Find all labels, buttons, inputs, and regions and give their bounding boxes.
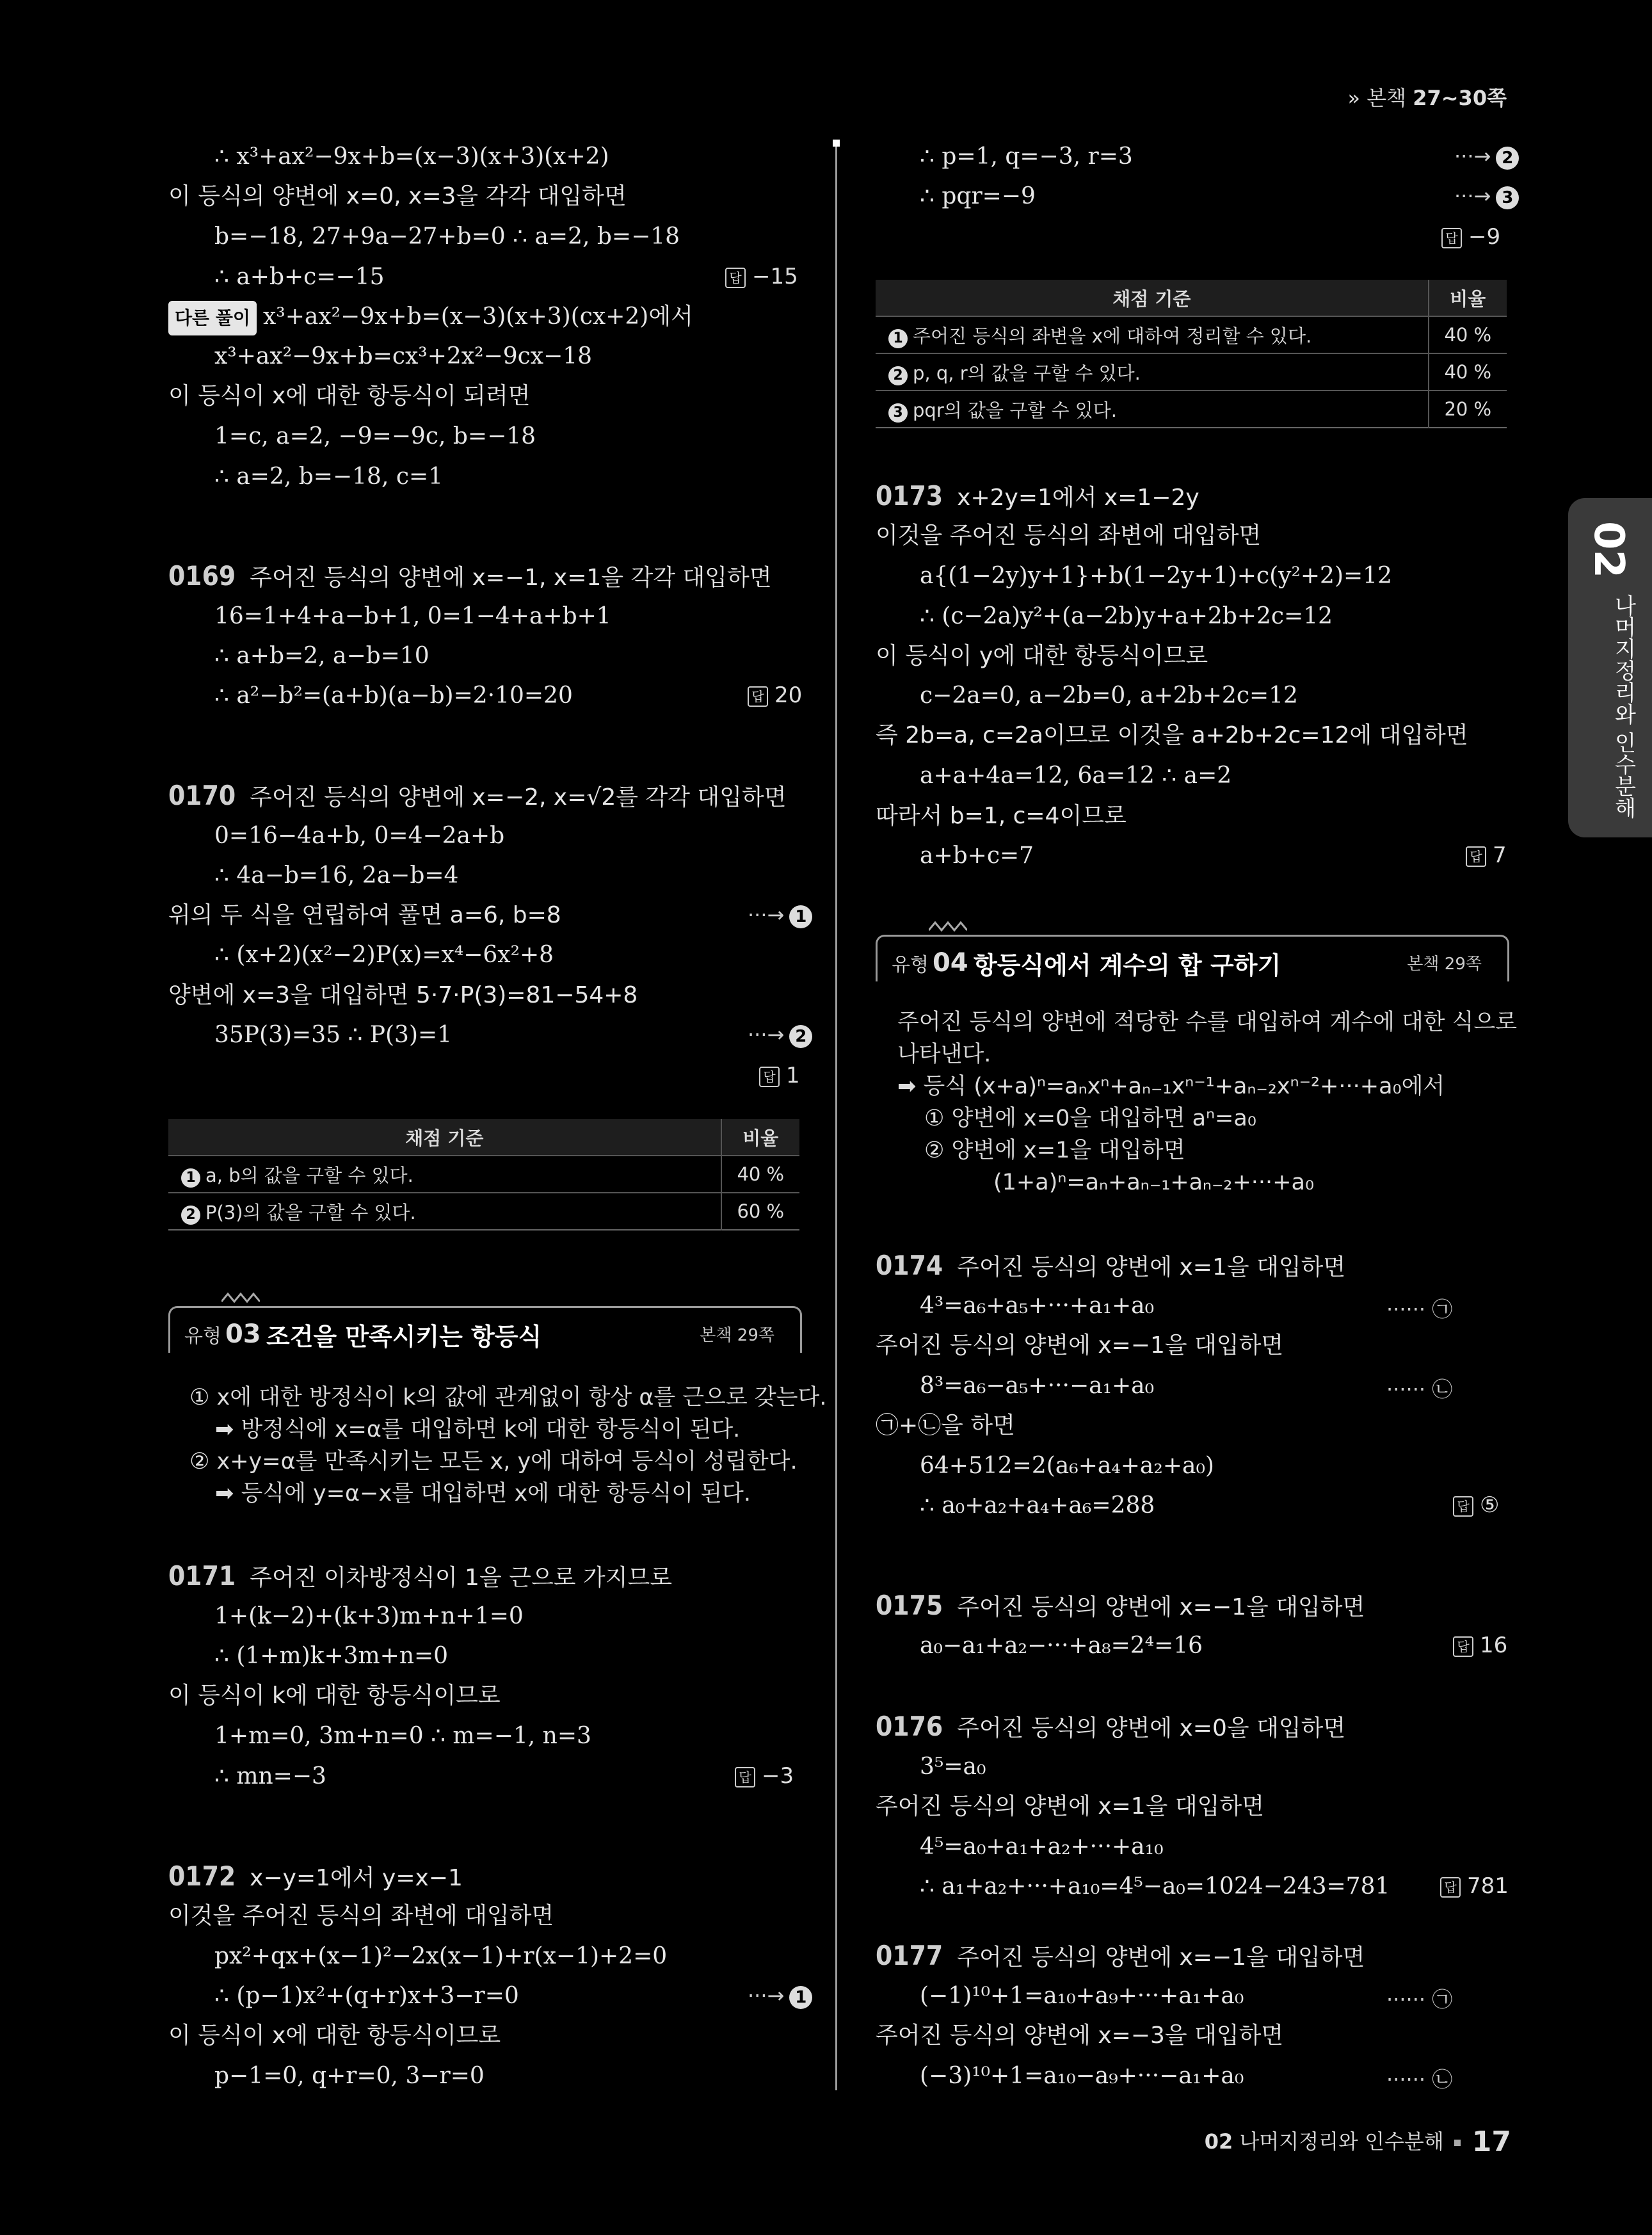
table-row — [168, 1156, 799, 1193]
equation-line: 8³=a₆−a₅+···−a₁+a₀ — [920, 1373, 1155, 1399]
answer-icon: 답 — [1453, 1636, 1473, 1657]
type-body-line: ➡ 방정식에 x=α를 대입하면 k에 대한 항등식이 된다. — [215, 1417, 741, 1442]
step-number: 3 — [1496, 186, 1519, 209]
zigzag-icon — [221, 1291, 260, 1304]
ratio-cell: 20 % — [1429, 391, 1507, 428]
criteria-cell — [876, 316, 1429, 353]
step-marker: ···→ 1 — [748, 1983, 812, 2009]
type-word: 유형 — [184, 1325, 221, 1348]
criteria-text: 주어진 등식의 좌변을 x에 대하여 정리할 수 있다. — [913, 325, 1312, 347]
equation-line: ∴ p=1, q=−3, r=3 — [920, 143, 1133, 170]
scoring-table — [876, 280, 1507, 428]
problem-number: 0172 — [168, 1860, 236, 1892]
page-number: 17 — [1472, 2126, 1511, 2158]
ratio-cell: 40 % — [1429, 316, 1507, 353]
step-number: 2 — [789, 1025, 812, 1048]
alt-solution-badge: 다른 풀이 — [168, 301, 257, 335]
equation-line: x³+ax²−9x+b=cx³+2x²−9cx−18 — [214, 343, 593, 369]
type-04-header — [876, 935, 1509, 981]
step-number: 2 — [888, 366, 908, 385]
chapter-title: 나머지정리와 인수분해 — [1239, 2129, 1444, 2154]
ratio-header: 비율 — [721, 1119, 799, 1156]
step-number: 1 — [181, 1168, 200, 1188]
ratio-header: 비율 — [1429, 280, 1507, 316]
separator-square — [1454, 2140, 1461, 2146]
problem-number: 0174 — [876, 1250, 943, 1281]
divider-marker — [833, 140, 840, 147]
answer-value: ⑤ — [1480, 1492, 1500, 1518]
problem-0175-heading — [876, 1590, 1365, 1624]
step-marker: ···→ 3 — [1454, 184, 1519, 209]
problem-number: 0171 — [168, 1560, 236, 1592]
text-line: 주어진 등식의 양변에 x=1을 대입하면 — [876, 1793, 1265, 1819]
equation-line: ∴ pqr=−9 — [920, 183, 1036, 209]
chapter-tab-number: 02 — [1585, 521, 1632, 579]
zigzag-icon — [929, 920, 967, 933]
equation-line: (−3)¹⁰+1=a₁₀−a₉+···−a₁+a₀ — [920, 2063, 1244, 2089]
equation-line: ∴ (p−1)x²+(q+r)x+3−r=0 — [214, 1983, 519, 2009]
type-word: 유형 — [892, 954, 929, 976]
type-body-line: ① 양변에 x=0을 대입하면 aⁿ=a₀ — [924, 1106, 1256, 1131]
table-row — [876, 353, 1507, 391]
double-chevron-icon: » — [1347, 86, 1361, 110]
text-line: 양변에 x=3을 대입하면 5·7·P(3)=81−54+8 — [168, 982, 638, 1008]
text-line: 주어진 등식의 양변에 x=−1을 대입하면 — [876, 1332, 1284, 1359]
equation-text: x³+ax²−9x+b=(x−3)(x+3)(cx+2)에서 — [262, 303, 693, 330]
problem-0174-heading — [876, 1250, 1345, 1284]
equation-line: a₀−a₁+a₂−···+a₈=2⁴=16 — [920, 1633, 1203, 1659]
text-line: 따라서 b=1, c=4이므로 — [876, 803, 1127, 829]
equation-line: 4³=a₆+a₅+···+a₁+a₀ — [920, 1293, 1155, 1319]
equation-line: ∴ a=2, b=−18, c=1 — [214, 464, 444, 490]
page-reference — [1347, 82, 1507, 111]
text: 주어진 등식의 양변에 x=1을 대입하면 — [957, 1254, 1346, 1280]
equation-line: px²+qx+(x−1)²−2x(x−1)+r(x−1)+2=0 — [214, 1943, 668, 1969]
answer-icon: 답 — [1440, 1877, 1461, 1898]
equation-line: ∴ (c−2a)y²+(a−2b)y+a+2b+2c=12 — [920, 603, 1333, 629]
criteria-header: 채점 기준 — [876, 280, 1429, 316]
problem-number: 0173 — [876, 480, 943, 512]
equation-line: c−2a=0, a−2b=0, a+2b+2c=12 — [920, 682, 1298, 709]
answer-mark — [1453, 1633, 1507, 1658]
type-body-line: ① x에 대한 방정식이 k의 값에 관계없이 항상 α를 근으로 갖는다. — [189, 1385, 827, 1410]
answer-mark — [725, 264, 798, 289]
answer-mark — [1466, 843, 1507, 868]
table-row — [876, 316, 1507, 353]
text: x+2y=1에서 x=1−2y — [957, 485, 1199, 511]
step-marker: ···→ 2 — [1454, 144, 1519, 170]
type-body-line: ➡ 등식 (x+a)ⁿ=aₙxⁿ+aₙ₋₁xⁿ⁻¹+aₙ₋₂xⁿ⁻²+···+a₀에서 — [897, 1074, 1445, 1099]
answer-value: 7 — [1493, 843, 1507, 868]
answer-mark — [1440, 1873, 1509, 1899]
answer-icon: 답 — [1441, 228, 1462, 248]
step-number: 2 — [1496, 147, 1519, 170]
problem-0169-heading — [168, 560, 772, 594]
equation-line: ∴ a₀+a₂+a₄+a₆=288 — [920, 1492, 1155, 1519]
answer-icon: 답 — [1466, 846, 1486, 867]
text: 주어진 이차방정식이 1을 근으로 가지므로 — [250, 1565, 673, 1591]
equation-line: 4⁵=a₀+a₁+a₂+···+a₁₀ — [920, 1834, 1164, 1860]
answer-value: −9 — [1468, 224, 1501, 250]
chapter-tab-title: 나머지정리와 인수분해 — [1610, 594, 1636, 819]
equation-line: 3⁵=a₀ — [920, 1754, 986, 1780]
criteria-text: p, q, r의 값을 구할 수 있다. — [913, 362, 1141, 384]
ratio-cell: 60 % — [721, 1193, 799, 1230]
criteria-text: a, b의 값을 구할 수 있다. — [205, 1164, 413, 1186]
problem-0170-heading — [168, 780, 787, 814]
text-line: 주어진 등식의 양변에 x=−3을 대입하면 — [876, 2022, 1284, 2049]
answer-value: 16 — [1480, 1633, 1508, 1658]
type-03-header — [168, 1306, 802, 1353]
answer-value: 20 — [774, 682, 803, 708]
type-number: 04 — [932, 948, 968, 978]
step-number: 2 — [181, 1206, 200, 1225]
problem-0172-heading — [168, 1860, 463, 1894]
equation-marker: ······ ㉠ — [1386, 1987, 1453, 2012]
equation-line: b=−18, 27+9a−27+b=0 ∴ a=2, b=−18 — [214, 223, 680, 250]
step-number: 1 — [888, 329, 908, 348]
answer-icon: 답 — [759, 1067, 780, 1087]
text: 주어진 등식의 양변에 x=−1, x=1을 각각 대입하면 — [250, 565, 772, 591]
equation-line: a+a+4a=12, 6a=12 ∴ a=2 — [920, 762, 1232, 789]
equation-line: ∴ 4a−b=16, 2a−b=4 — [214, 862, 459, 889]
text: x−y=1에서 y=x−1 — [250, 1865, 463, 1891]
text-line: 즉 2b=a, c=2a이므로 이것을 a+2b+2c=12에 대입하면 — [876, 722, 1468, 748]
step-marker: ···→ 2 — [748, 1022, 812, 1048]
criteria-header: 채점 기준 — [168, 1119, 721, 1156]
answer-mark — [759, 1063, 800, 1088]
problem-0171-heading — [168, 1560, 672, 1594]
page-footer — [1205, 2126, 1511, 2158]
answer-icon: 답 — [748, 686, 768, 707]
type-title: 항등식에서 계수의 합 구하기 — [974, 951, 1281, 980]
chapter-side-tab — [1568, 498, 1652, 837]
table-row — [876, 391, 1507, 428]
text-line: 이 등식이 k에 대한 항등식이므로 — [168, 1682, 501, 1709]
problem-number: 0176 — [876, 1711, 943, 1742]
answer-mark — [1441, 224, 1500, 250]
equation-line: ∴ (x+2)(x²−2)P(x)=x⁴−6x²+8 — [214, 942, 554, 968]
text-line: 위의 두 식을 연립하여 풀면 a=6, b=8 — [168, 902, 561, 928]
answer-value: 781 — [1467, 1873, 1509, 1899]
text-line: 이 등식이 x에 대한 항등식이 되려면 — [168, 383, 531, 409]
problem-0173-heading — [876, 480, 1199, 514]
answer-mark — [1453, 1492, 1499, 1518]
answer-icon: 답 — [735, 1767, 755, 1787]
type-body-line: 주어진 등식의 양변에 적당한 수를 대입하여 계수에 대한 식으로 — [897, 1010, 1518, 1035]
type-body-line: ➡ 등식에 y=α−x를 대입하면 x에 대한 항등식이 된다. — [215, 1481, 751, 1506]
type-body-line: ② 양변에 x=1을 대입하면 — [924, 1138, 1185, 1163]
text-line: 이것을 주어진 등식의 좌변에 대입하면 — [168, 1903, 554, 1929]
equation-marker: ······ ㉠ — [1386, 1297, 1453, 1321]
column-divider — [835, 144, 837, 2090]
type-body-line: (1+a)ⁿ=aₙ+aₙ₋₁+aₙ₋₂+···+a₀ — [993, 1170, 1314, 1195]
criteria-text: pqr의 값을 구할 수 있다. — [913, 399, 1117, 421]
problem-number: 0177 — [876, 1940, 943, 1971]
ratio-cell: 40 % — [721, 1156, 799, 1193]
text-line: 이것을 주어진 등식의 좌변에 대입하면 — [876, 522, 1262, 549]
equation-line: ∴ x³+ax²−9x+b=(x−3)(x+3)(x+2) — [214, 143, 609, 170]
table-header-row — [168, 1119, 799, 1156]
problem-number: 0170 — [168, 780, 236, 811]
text: 주어진 등식의 양변에 x=0을 대입하면 — [957, 1715, 1346, 1741]
equation-line: 64+512=2(a₆+a₄+a₂+a₀) — [920, 1453, 1214, 1479]
equation-line: ∴ a+b=2, a−b=10 — [214, 643, 429, 669]
criteria-cell — [168, 1193, 721, 1230]
equation-line: 0=16−4a+b, 0=4−2a+b — [214, 823, 505, 849]
problem-number: 0175 — [876, 1590, 943, 1621]
type-label — [184, 1319, 261, 1349]
reference-pages: 27~30쪽 — [1413, 86, 1507, 110]
type-title: 조건을 만족시키는 항등식 — [266, 1323, 542, 1351]
step-number: 3 — [888, 403, 908, 423]
equation-line: 35P(3)=35 ∴ P(3)=1 — [214, 1022, 453, 1048]
equation-line: p−1=0, q+r=0, 3−r=0 — [214, 2063, 485, 2089]
step-number: 1 — [789, 905, 812, 928]
text-line: 이 등식의 양변에 x=0, x=3을 각각 대입하면 — [168, 183, 627, 209]
criteria-cell — [876, 391, 1429, 428]
equation-line: ∴ a²−b²=(a+b)(a−b)=2·10=20 — [214, 682, 573, 709]
answer-icon: 답 — [725, 268, 746, 288]
equation-line: 1+m=0, 3m+n=0 ∴ m=−1, n=3 — [214, 1723, 591, 1749]
step-number: 1 — [789, 1986, 812, 2009]
equation-line: ∴ mn=−3 — [214, 1763, 326, 1789]
equation-line: a+b+c=7 — [920, 843, 1034, 869]
problem-number: 0169 — [168, 560, 236, 592]
table-row — [168, 1193, 799, 1230]
problem-0177-heading — [876, 1940, 1365, 1974]
type-04-body — [897, 1006, 1517, 1198]
text-line: ㉠+㉡을 하면 — [876, 1412, 1015, 1439]
equation-line: ∴ (1+m)k+3m+n=0 — [214, 1643, 449, 1669]
type-number: 03 — [225, 1319, 261, 1349]
type-reference: 본책 29쪽 — [1407, 955, 1482, 974]
text: 주어진 등식의 양변에 x=−1을 대입하면 — [957, 1594, 1365, 1620]
problem-0176-heading — [876, 1711, 1345, 1745]
type-body-line: ② x+y=α를 만족시키는 모든 x, y에 대하여 등식이 성립한다. — [189, 1449, 798, 1474]
table-header-row — [876, 280, 1507, 316]
answer-mark — [735, 1763, 794, 1789]
chapter-number: 02 — [1204, 2129, 1233, 2154]
alt-solution-line — [168, 301, 693, 335]
type-reference: 본책 29쪽 — [700, 1326, 774, 1345]
reference-label: 본책 — [1367, 86, 1407, 110]
ratio-cell: 40 % — [1429, 353, 1507, 391]
type-label — [892, 948, 968, 978]
answer-value: −3 — [762, 1763, 794, 1789]
equation-marker: ······ ㉡ — [1386, 2067, 1453, 2092]
criteria-text: P(3)의 값을 구할 수 있다. — [205, 1201, 416, 1223]
equation-line: a{(1−2y)y+1}+b(1−2y+1)+c(y²+2)=12 — [920, 563, 1392, 589]
step-marker: ···→ 1 — [748, 903, 812, 928]
equation-line: 16=1+4+a−b+1, 0=1−4+a+b+1 — [214, 603, 611, 629]
text-line: 이 등식이 x에 대한 항등식이므로 — [168, 2022, 501, 2049]
answer-value: −15 — [752, 264, 798, 289]
criteria-cell — [876, 353, 1429, 391]
equation-line: 1=c, a=2, −9=−9c, b=−18 — [214, 423, 536, 449]
text-line: 이 등식이 y에 대한 항등식이므로 — [876, 643, 1208, 669]
answer-value: 1 — [786, 1063, 800, 1088]
answer-mark — [748, 682, 802, 708]
scoring-table — [168, 1119, 799, 1230]
text: 주어진 등식의 양변에 x=−1을 대입하면 — [957, 1944, 1365, 1971]
equation-line: 1+(k−2)+(k+3)m+n+1=0 — [214, 1603, 524, 1629]
equation-line: (−1)¹⁰+1=a₁₀+a₉+···+a₁+a₀ — [920, 1983, 1244, 2009]
text: 주어진 등식의 양변에 x=−2, x=√2를 각각 대입하면 — [250, 784, 787, 811]
equation-marker: ······ ㉡ — [1386, 1377, 1453, 1401]
answer-icon: 답 — [1453, 1496, 1473, 1517]
type-body-line: 나타낸다. — [897, 1042, 991, 1067]
type-03-body — [189, 1382, 826, 1510]
equation-line: ∴ a+b+c=−15 — [214, 264, 385, 290]
equation-line: ∴ a₁+a₂+···+a₁₀=4⁵−a₀=1024−243=781 — [920, 1873, 1390, 1900]
criteria-cell — [168, 1156, 721, 1193]
